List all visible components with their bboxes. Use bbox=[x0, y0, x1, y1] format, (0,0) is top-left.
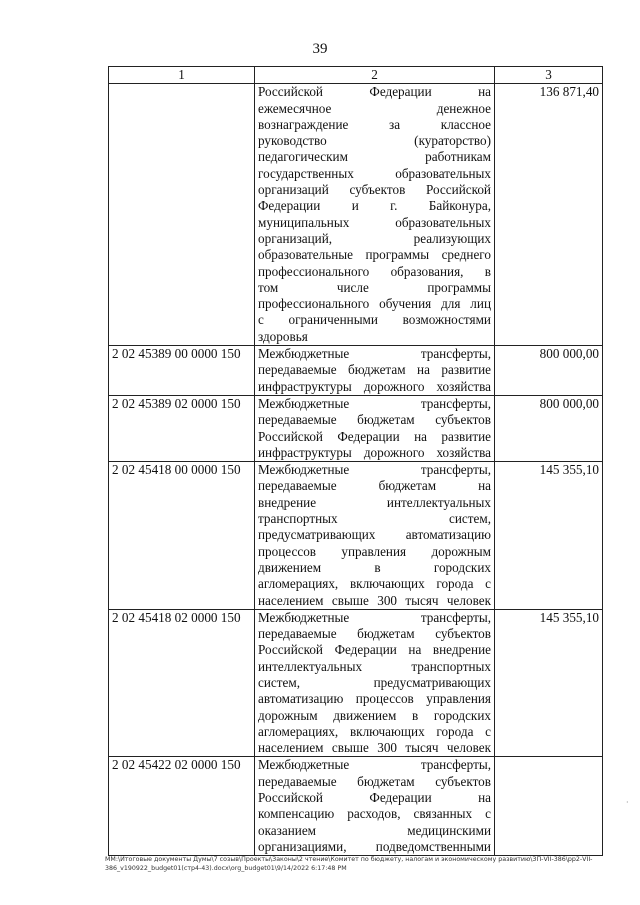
page-number: 39 bbox=[312, 41, 328, 57]
description-line: населением свыше 300 тысяч человек bbox=[258, 740, 491, 756]
table-row bbox=[109, 462, 603, 610]
table-row bbox=[109, 84, 603, 346]
description-line: передаваемые бюджетам на развитие bbox=[258, 362, 491, 378]
column-header-description: 2 bbox=[255, 67, 495, 84]
table-row bbox=[109, 609, 603, 757]
margin-mark: · bbox=[626, 798, 629, 807]
description-line: процессов управления дорожным bbox=[258, 543, 491, 559]
description-line: предусматривающих автоматизацию bbox=[258, 527, 491, 543]
description-cell bbox=[255, 84, 495, 346]
budget-code-cell: 2 02 45422 02 0000 150 bbox=[109, 757, 255, 856]
amount-cell bbox=[495, 757, 603, 856]
description-line: здоровья bbox=[258, 328, 308, 344]
budget-code-cell: 2 02 45418 00 0000 150 bbox=[109, 462, 255, 610]
description-cell bbox=[255, 609, 495, 757]
description-line: инфраструктуры дорожного хозяйства bbox=[258, 378, 491, 394]
description-line: организаций субъектов Российской bbox=[258, 182, 491, 198]
description-line: внедрение интеллектуальных bbox=[258, 494, 491, 510]
description-line: компенсацию расходов, связанных с bbox=[258, 806, 491, 822]
description-line: Российской Федерации на bbox=[258, 790, 491, 806]
description-line: профессионального обучения для лиц bbox=[258, 296, 491, 312]
description-line: передаваемые бюджетам субъектов bbox=[258, 412, 491, 428]
description-line: Межбюджетные трансферты, bbox=[258, 462, 491, 478]
description-line: автоматизацию процессов управления bbox=[258, 691, 491, 707]
description-line: транспортных систем, bbox=[258, 511, 491, 527]
description-line: Межбюджетные трансферты, bbox=[258, 757, 491, 773]
description-line: движением в городских bbox=[258, 559, 491, 575]
amount-cell: 800 000,00 bbox=[495, 395, 603, 461]
description-line: передаваемые бюджетам субъектов bbox=[258, 773, 491, 789]
table-row bbox=[109, 757, 603, 856]
description-line: муниципальных образовательных bbox=[258, 214, 491, 230]
description-line: вознаграждение за классное bbox=[258, 116, 491, 132]
description-line: инфраструктуры дорожного хозяйства bbox=[258, 444, 491, 460]
description-line: Межбюджетные трансферты, bbox=[258, 609, 491, 625]
table-row bbox=[109, 346, 603, 396]
description-line: агломерациях, включающих города с bbox=[258, 576, 491, 592]
description-cell bbox=[255, 395, 495, 461]
description-line: государственных образовательных bbox=[258, 165, 491, 181]
budget-table bbox=[108, 66, 603, 856]
budget-code-cell bbox=[109, 84, 255, 346]
description-line: интеллектуальных транспортных bbox=[258, 658, 491, 674]
table-row bbox=[109, 395, 603, 461]
amount-cell: 136 871,40 bbox=[495, 84, 603, 346]
table-header-row bbox=[109, 67, 603, 84]
description-line: передаваемые бюджетам субъектов bbox=[258, 626, 491, 642]
description-line: дорожным движением в городских bbox=[258, 707, 491, 723]
budget-code-cell: 2 02 45389 00 0000 150 bbox=[109, 346, 255, 396]
description-line: Российской Федерации на развитие bbox=[258, 428, 491, 444]
description-cell bbox=[255, 462, 495, 610]
budget-code-cell: 2 02 45418 02 0000 150 bbox=[109, 609, 255, 757]
amount-cell: 145 355,10 bbox=[495, 462, 603, 610]
footer-path-line-1: ММ:\Итоговые документы Думы\7 созыв\Проекты\Законы\2 чтение\Комитет по бюджету, налогам и экономическому развитию\ЗП-VII-386\рр2-VII- bbox=[105, 856, 593, 863]
description-line: педагогическим работникам bbox=[258, 149, 491, 165]
budget-code-cell: 2 02 45389 02 0000 150 bbox=[109, 395, 255, 461]
description-line: с ограниченными возможностями bbox=[258, 312, 491, 328]
description-line: руководство (кураторство) bbox=[258, 133, 491, 149]
description-line: агломерациях, включающих города с bbox=[258, 723, 491, 739]
column-header-code: 1 bbox=[109, 67, 255, 84]
description-line: образовательные программы среднего bbox=[258, 247, 491, 263]
document-footer bbox=[105, 855, 625, 873]
amount-cell: 145 355,10 bbox=[495, 609, 603, 757]
description-line: систем, предусматривающих bbox=[258, 674, 491, 690]
description-line: оказанием медицинскими bbox=[258, 822, 491, 838]
description-line: населением свыше 300 тысяч человек bbox=[258, 592, 491, 608]
description-line: профессионального образования, в bbox=[258, 263, 491, 279]
description-line: ежемесячное денежное bbox=[258, 100, 491, 116]
amount-cell: 800 000,00 bbox=[495, 346, 603, 396]
description-line: передаваемые бюджетам на bbox=[258, 478, 491, 494]
description-line: Межбюджетные трансферты, bbox=[258, 395, 491, 411]
description-cell bbox=[255, 757, 495, 856]
description-line: том числе программы bbox=[258, 279, 491, 295]
description-line: организаций, реализующих bbox=[258, 230, 491, 246]
description-line: Межбюджетные трансферты, bbox=[258, 346, 491, 362]
description-line: Российской Федерации на bbox=[258, 84, 491, 100]
footer-path-line-2: 386_v190922_budget01(стр4-43).docx\org_budget01\9/14/2022 6:17:48 PM bbox=[105, 865, 347, 872]
description-line: организациями, подведомственными bbox=[258, 838, 491, 854]
column-header-amount: 3 bbox=[495, 67, 603, 84]
description-line: Российской Федерации на внедрение bbox=[258, 642, 491, 658]
description-line: Федерации и г. Байконура, bbox=[258, 198, 491, 214]
description-cell bbox=[255, 346, 495, 396]
